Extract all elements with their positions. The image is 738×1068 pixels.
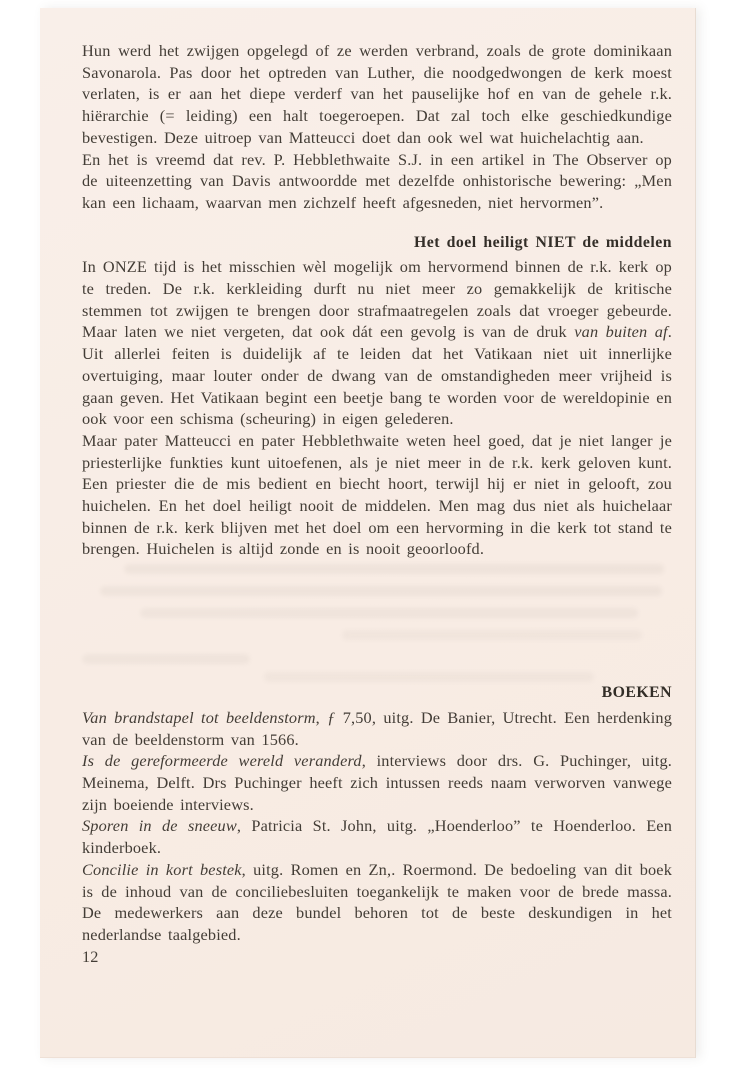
bleedthrough-line — [124, 564, 664, 574]
page-number: 12 — [82, 946, 99, 966]
bleedthrough-line — [82, 654, 250, 664]
book-entry-1: Van brandstapel tot beeldenstorm, ƒ 7,50, uitg. De Banier, Utrecht. Een herdenking van de beeldenstorm van 1566. — [82, 707, 673, 749]
section-heading: Het doel heiligt NIET de middelen — [413, 233, 672, 251]
book-page — [40, 8, 696, 1058]
book-entry-2: Is de gereformeerde wereld veranderd, interviews door drs. G. Puchinger, uitg. Meinema, Delft. Drs Puchinger heeft zich intussen reeds naam verworven vanwege zijn boeiende interviews. — [82, 751, 672, 814]
bleedthrough-line — [342, 630, 642, 640]
intro-paragraph-a: Hun werd het zwijgen opgelegd of ze werden verbrand, zoals de grote dominikaan Savonarola. Pas door het optreden van Luther, die noodgedwongen de kerk moest verlaten, is er aan het diepe verderf van het pauselijke hof en van de gehele r.k. hiërarchie (= leiding) een halt toegeroepen. Dat zal toch elke geschiedkundige bevestigen. Deze uitroep van Matteucci doet dan ook wel wat huichelachtig aan. — [82, 41, 672, 147]
bleedthrough-line — [140, 608, 638, 618]
body-paragraph-a: In ONZE tijd is het misschien wèl mogelijk om hervormend binnen de r.k. kerk op te treden. De r.k. kerkleiding durft nu niet meer zo gemakkelijk de kritische stemmen tot zwijgen te brengen door strafmaatregelen zoals dat vroeger gebeurde. Maar laten we niet vergeten, dat ook dát een gevolg is van de druk van buiten af. Uit allerlei feiten is duidelijk af te leiden dat het Vatikaan niet uit innerlijke overtuiging, maar louter onder de dwang van de omstandigheden meer vrijheid is gaan geven. Het Vatikaan begint een beetje bang te worden voor de wereldopinie en ook voor een schisma (scheuring) in eigen gelederen. — [82, 257, 672, 429]
intro-paragraph-b: En het is vreemd dat rev. P. Hebblethwaite S.J. in een artikel in The Observer op de uiteenzetting van Davis antwoordde met dezelfde onhistorische bewering: „Men kan een lichaam, waarvan men zichzelf heeft afgesneden, niet hervormen”. — [82, 149, 672, 212]
bleedthrough-line — [100, 586, 662, 596]
text-block — [82, 40, 672, 967]
bleedthrough-line — [264, 672, 594, 682]
book-entry-3: Sporen in de sneeuw, Patricia St. John, uitg. „Hoenderloo” te Hoenderloo. Een kinderboek. — [82, 816, 673, 858]
text-flow — [82, 40, 672, 946]
books-heading: BOEKEN — [601, 684, 672, 702]
body-paragraph-b: Maar pater Matteucci en pater Hebblethwaite weten heel goed, dat je niet langer je priesterlijke funkties kunt uitoefenen, als je niet meer in de r.k. kerk geloven kunt. Een priester die de mis bedient en biecht hoort, terwijl hij er niet in gelooft, zou huichelen. En het doel heiligt nooit de middelen. Men mag dus niet als huichelaar binnen de r.k. kerk blijven met het doel om een hervorming in die kerk tot stand te brengen. Huichelen is altijd zonde en is nooit geoorloofd. — [82, 430, 672, 559]
bleedthrough-gap — [82, 560, 672, 682]
book-entry-4: Concilie in kort bestek, uitg. Romen en Zn,. Roermond. De bedoeling van dit boek is de inhoud van de conciliebesluiten toegankelijk te maken voor de brede massa. De medewerkers aan deze bundel behoren tot de beste deskundigen in het nederlandse taalgebied. — [82, 859, 672, 944]
